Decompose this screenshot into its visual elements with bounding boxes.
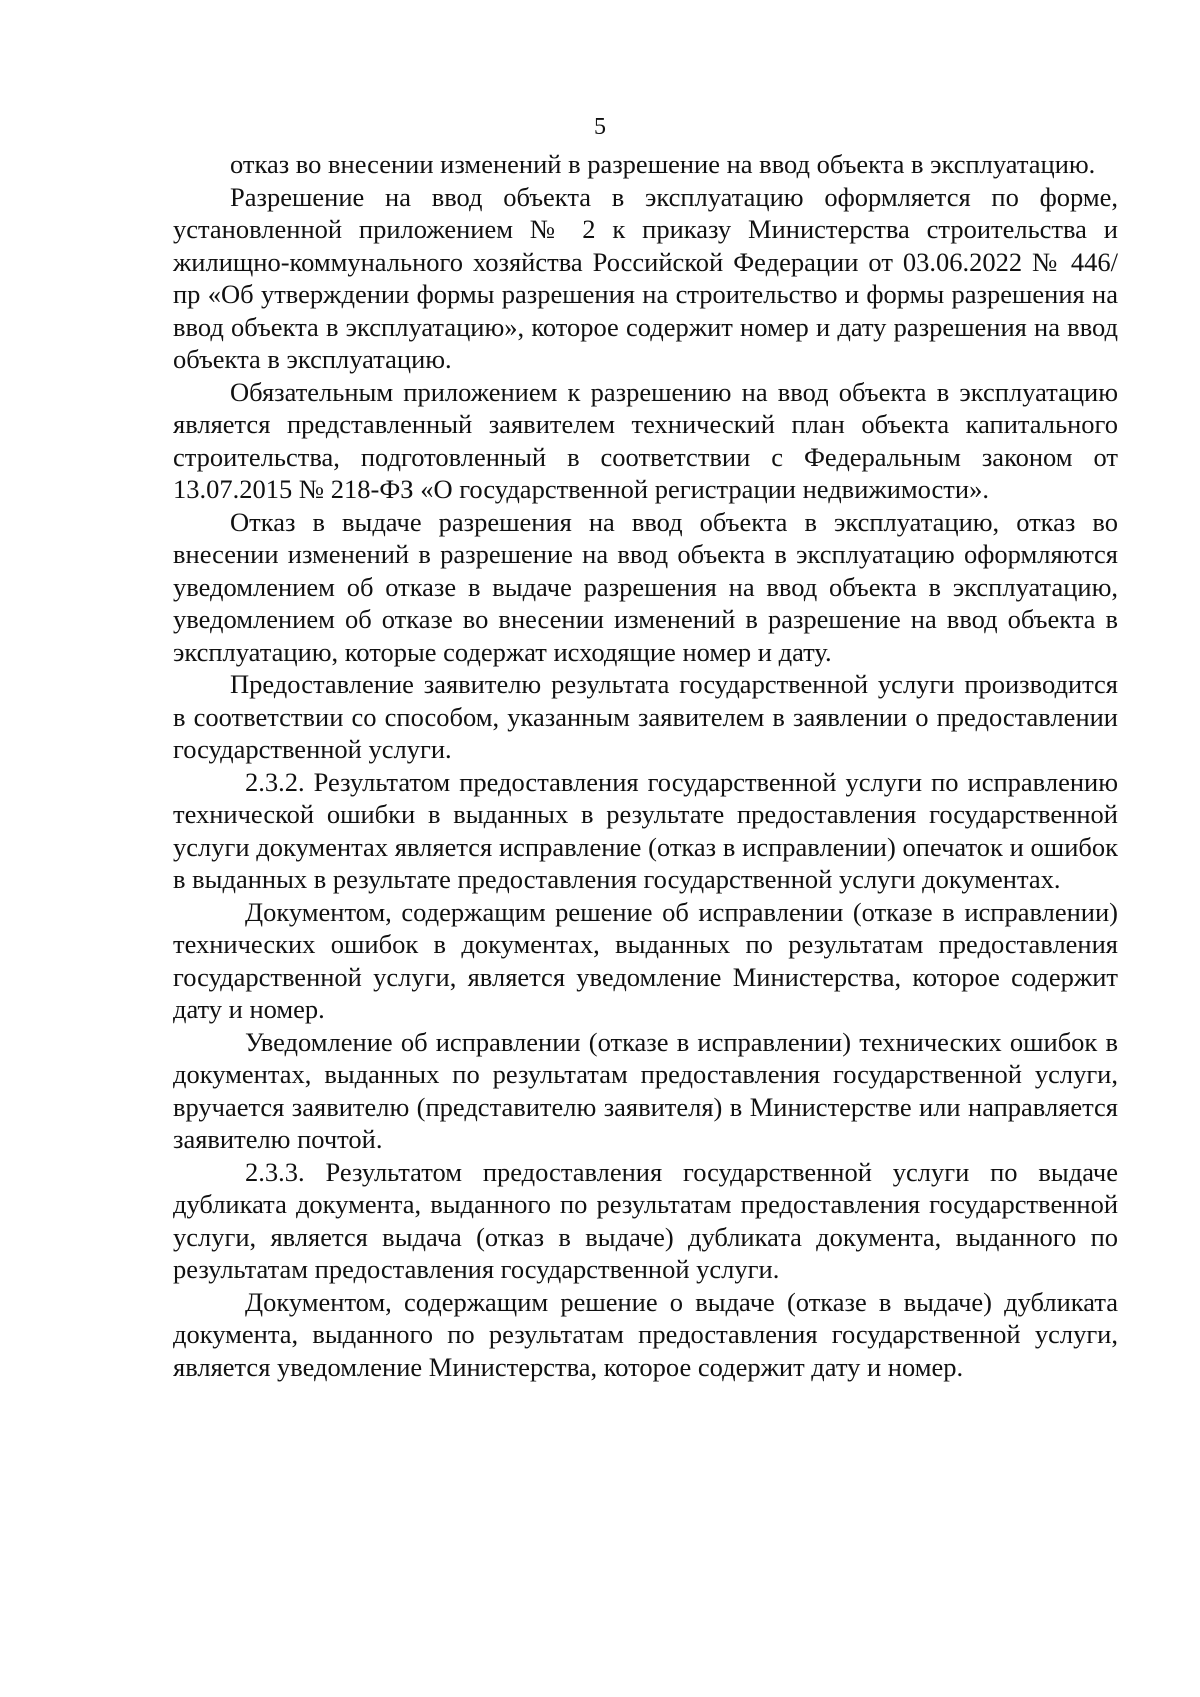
- paragraph-continuation: отказ во внесении изменений в разрешение на ввод объекта в эксплуатацию.: [230, 149, 1096, 179]
- paragraph-section-2-3-3: 2.3.3. Результатом предоставления государственной услуги по выдаче дубликата документа, выданного по результатам предоставления государственной услуги, является выдача (отказ в выдаче) дубликата документа, выданного по результатам предоставления государственной услуги.: [173, 1156, 1118, 1284]
- paragraph-refusal-notice: Отказ в выдаче разрешения на ввод объекта в эксплуатацию, отказ во внесении изменений в разрешение на ввод объекта в эксплуатацию оформляются уведомлением об отказе в выдаче разрешения на ввод объекта в эксплуатацию, уведомлением об отказе во внесении изменений в разрешение на ввод объекта в эксплуатацию, которые содержат исходящие номер и дату.: [173, 506, 1118, 667]
- page-number: 5: [594, 114, 606, 140]
- paragraph-result-delivery: Предоставление заявителю результата государственной услуги производится в соответствии со способом, указанным заявителем в заявлении о предоставлении государственной услуги.: [173, 669, 1118, 764]
- paragraph-duplicate-document: Документом, содержащим решение о выдаче (отказе в выдаче) дубликата документа, выданного по результатам предоставления государственной услуги, является уведомление Министерства, которое содержит дату и номер.: [173, 1286, 1118, 1382]
- paragraph-correction-notice: Уведомление об исправлении (отказе в исправлении) технических ошибок в документах, выданных по результатам предоставления государственной услуги, вручается заявителю (представителю заявителя) в Министерстве или направляется заявителю почтой.: [173, 1026, 1118, 1154]
- document-body: [173, 148, 1118, 1383]
- paragraph-section-2-3-2: 2.3.2. Результатом предоставления государственной услуги по исправлению технической ошибки в выданных в результате предоставления государственной услуги документах является исправление (отказ в исправлении) опечаток и ошибок в выданных в результате предоставления государственной услуги документах.: [173, 766, 1118, 894]
- paragraph-correction-document: Документом, содержащим решение об исправлении (отказе в исправлении) технических ошибок в документах, выданных по результатам предоставления государственной услуги, является уведомление Министерства, которое содержит дату и номер.: [173, 896, 1118, 1024]
- paragraph-mandatory-attachment: Обязательным приложением к разрешению на ввод объекта в эксплуатацию является представленный заявителем технический план объекта капитального строительства, подготовленный в соответствии с Федеральным законом от 13.07.2015 № 218-ФЗ «О государственной регистрации недвижимости».: [173, 376, 1118, 504]
- paragraph-permit-form: Разрешение на ввод объекта в эксплуатацию оформляется по форме, установленной приложением № 2 к приказу Министерства строительства и жилищно-коммунального хозяйства Российской Федерации от 03.06.2022 № 446/пр «Об утверждении формы разрешения на строительство и формы разрешения на ввод объекта в эксплуатацию», которое содержит номер и дату разрешения на ввод объекта в эксплуатацию.: [173, 181, 1118, 374]
